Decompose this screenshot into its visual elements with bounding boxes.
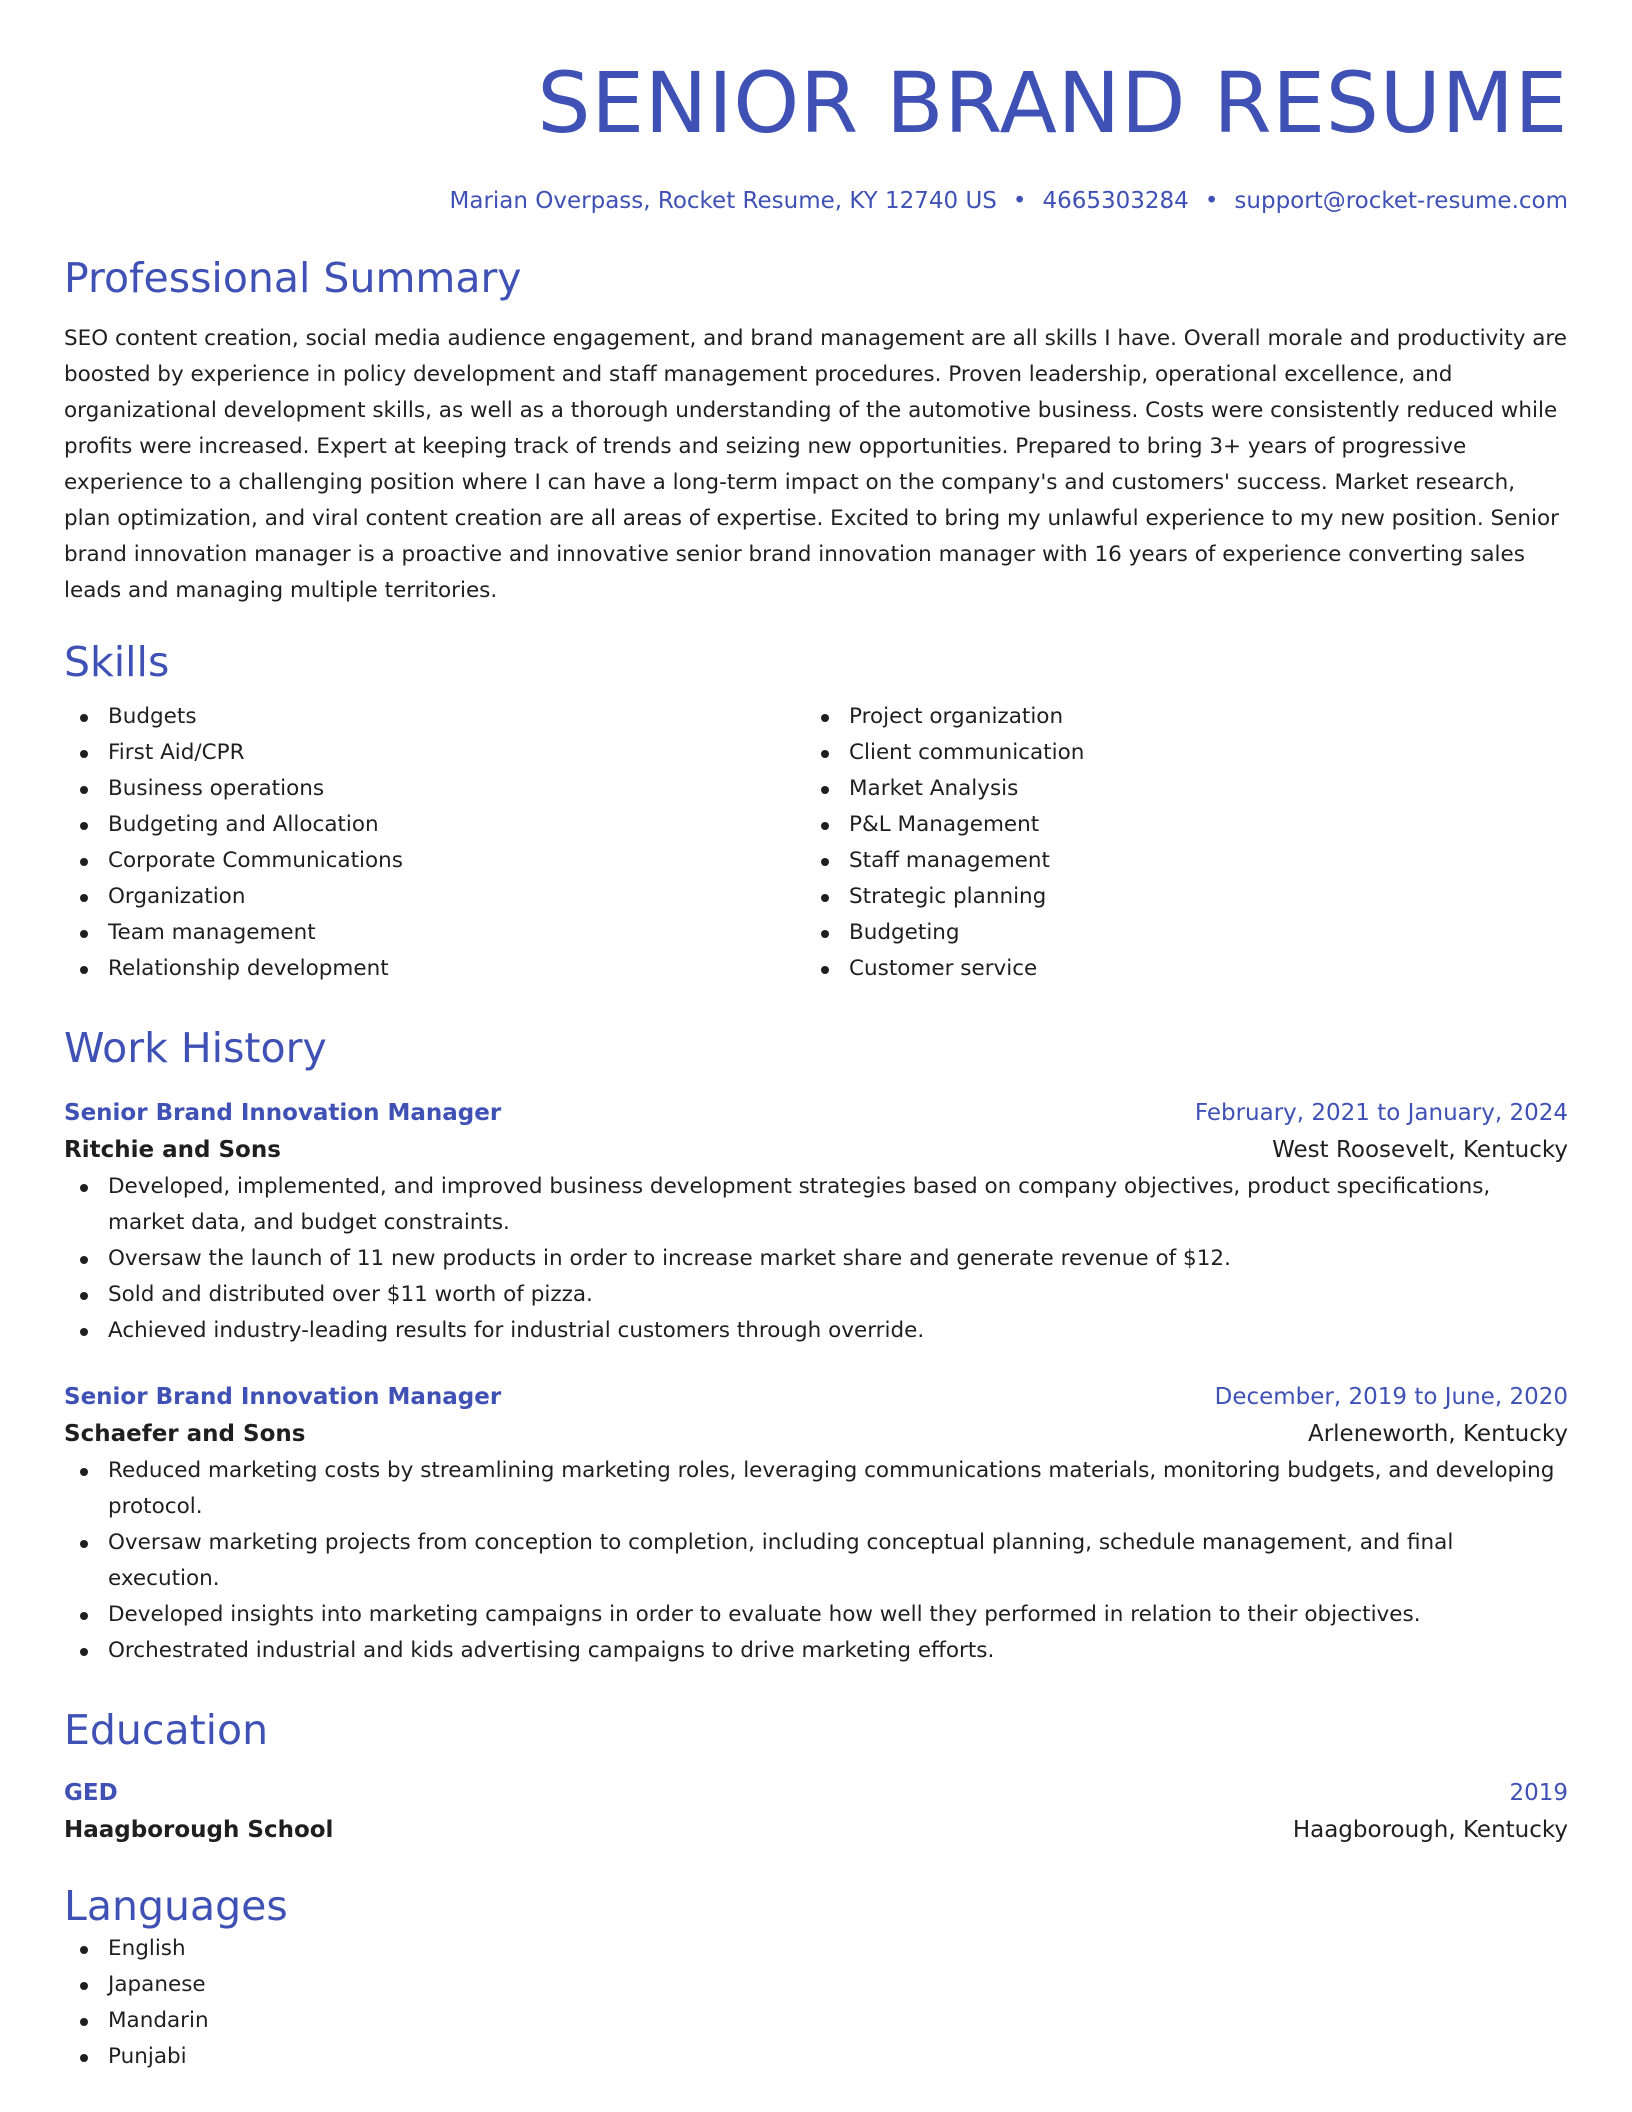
resume-header <box>64 0 1568 216</box>
job-header-row <box>64 1379 1568 1415</box>
skill-item: Budgets <box>64 699 805 735</box>
skill-item: Budgeting <box>805 915 1546 951</box>
skill-item: Business operations <box>64 771 805 807</box>
skill-item: Market Analysis <box>805 771 1546 807</box>
skill-item: Organization <box>64 879 805 915</box>
skills-heading: Skills <box>64 638 170 686</box>
contact-phone: 4665303284 <box>1042 188 1189 214</box>
job-bullet: Sold and distributed over $11 worth of pizza. <box>64 1277 1568 1313</box>
job-title: Senior Brand Innovation Manager <box>64 1384 502 1410</box>
skill-item: Strategic planning <box>805 879 1546 915</box>
skill-item: Project organization <box>805 699 1546 735</box>
contact-address: Marian Overpass, Rocket Resume, KY 12740 US <box>449 188 997 214</box>
job-bullet: Oversaw the launch of 11 new products in order to increase market share and generate revenue of $12. <box>64 1241 1568 1277</box>
resume-name: SENIOR BRAND RESUME <box>537 54 1568 152</box>
summary-heading: Professional Summary <box>64 254 522 302</box>
summary-text: SEO content creation, social media audience engagement, and brand management are all skills I have. Overall morale and productivity are boosted by experience in policy development and staff management procedures. Proven leadership, operational excellence, and organizational development skills, as well as a thorough understanding of the automotive business. Costs were consistently reduced while profits were increased. Expert at keeping track of trends and seizing new opportunities. Prepared to bring 3+ years of progressive experience to a challenging position where I can have a long-term impact on the company's and customers' success. Market research, plan optimization, and viral content creation are all areas of expertise. Excited to bring my unlawful experience to my new position. Senior brand innovation manager is a proactive and innovative senior brand innovation manager with 16 years of experience converting sales leads and managing multiple territories. <box>64 326 1568 603</box>
skills-grid <box>64 699 1568 987</box>
education-year: 2019 <box>1509 1780 1568 1806</box>
job-bullet: Reduced marketing costs by streamlining marketing roles, leveraging communications materials, monitoring budgets, and developing protocol. <box>64 1453 1568 1525</box>
language-item: Japanese <box>64 1967 1568 2003</box>
languages-heading: Languages <box>64 1882 288 1930</box>
skill-item: Relationship development <box>64 951 805 987</box>
education-header-row <box>64 1775 1568 1811</box>
job-bullet: Achieved industry-leading results for industrial customers through override. <box>64 1313 1568 1349</box>
skill-item: Customer service <box>805 951 1546 987</box>
job-bullets <box>64 1453 1568 1669</box>
job-bullet: Orchestrated industrial and kids advertising campaigns to drive marketing efforts. <box>64 1633 1568 1669</box>
skill-item: First Aid/CPR <box>64 735 805 771</box>
education-school-row <box>64 1811 1568 1849</box>
education-section <box>64 1705 1568 1849</box>
contact-email[interactable]: support@rocket-resume.com <box>1234 188 1568 214</box>
language-item: Mandarin <box>64 2003 1568 2039</box>
skill-item: Team management <box>64 915 805 951</box>
job-company: Ritchie and Sons <box>64 1137 281 1163</box>
skill-item: Corporate Communications <box>64 843 805 879</box>
contact-line <box>64 186 1568 216</box>
work-history-heading: Work History <box>64 1024 327 1072</box>
languages-list <box>64 1931 1568 2075</box>
education-entry <box>64 1775 1568 1849</box>
skills-list-left <box>64 699 805 987</box>
contact-separator: • <box>1012 188 1027 214</box>
skill-item: Client communication <box>805 735 1546 771</box>
languages-section <box>64 1881 1568 2075</box>
job-entry <box>64 1095 1568 1349</box>
job-company-row <box>64 1415 1568 1453</box>
job-location: Arleneworth, Kentucky <box>1307 1421 1568 1447</box>
skills-list-right <box>805 699 1546 987</box>
education-degree: GED <box>64 1780 118 1806</box>
work-history-section <box>64 1023 1568 1669</box>
job-bullet: Developed, implemented, and improved business development strategies based on company objectives, product specifications, market data, and budget constraints. <box>64 1169 1568 1241</box>
job-dates: February, 2021 to January, 2024 <box>1194 1100 1568 1126</box>
job-header-row <box>64 1095 1568 1131</box>
job-location: West Roosevelt, Kentucky <box>1272 1137 1568 1163</box>
education-location: Haagborough, Kentucky <box>1292 1817 1568 1843</box>
education-heading: Education <box>64 1706 269 1754</box>
job-bullets <box>64 1169 1568 1349</box>
language-item: Punjabi <box>64 2039 1568 2075</box>
job-title: Senior Brand Innovation Manager <box>64 1100 502 1126</box>
skills-section <box>64 637 1568 987</box>
job-bullet: Developed insights into marketing campaigns in order to evaluate how well they performed in relation to their objectives. <box>64 1597 1568 1633</box>
summary-section <box>64 253 1568 609</box>
contact-separator: • <box>1204 188 1219 214</box>
education-school: Haagborough School <box>64 1817 334 1843</box>
job-bullet: Oversaw marketing projects from conception to completion, including conceptual planning, schedule management, and final execution. <box>64 1525 1568 1597</box>
job-dates: December, 2019 to June, 2020 <box>1214 1384 1568 1410</box>
job-entry <box>64 1379 1568 1669</box>
skill-item: Budgeting and Allocation <box>64 807 805 843</box>
job-company-row <box>64 1131 1568 1169</box>
language-item: English <box>64 1931 1568 1967</box>
skill-item: P&L Management <box>805 807 1546 843</box>
job-company: Schaefer and Sons <box>64 1421 306 1447</box>
skill-item: Staff management <box>805 843 1546 879</box>
